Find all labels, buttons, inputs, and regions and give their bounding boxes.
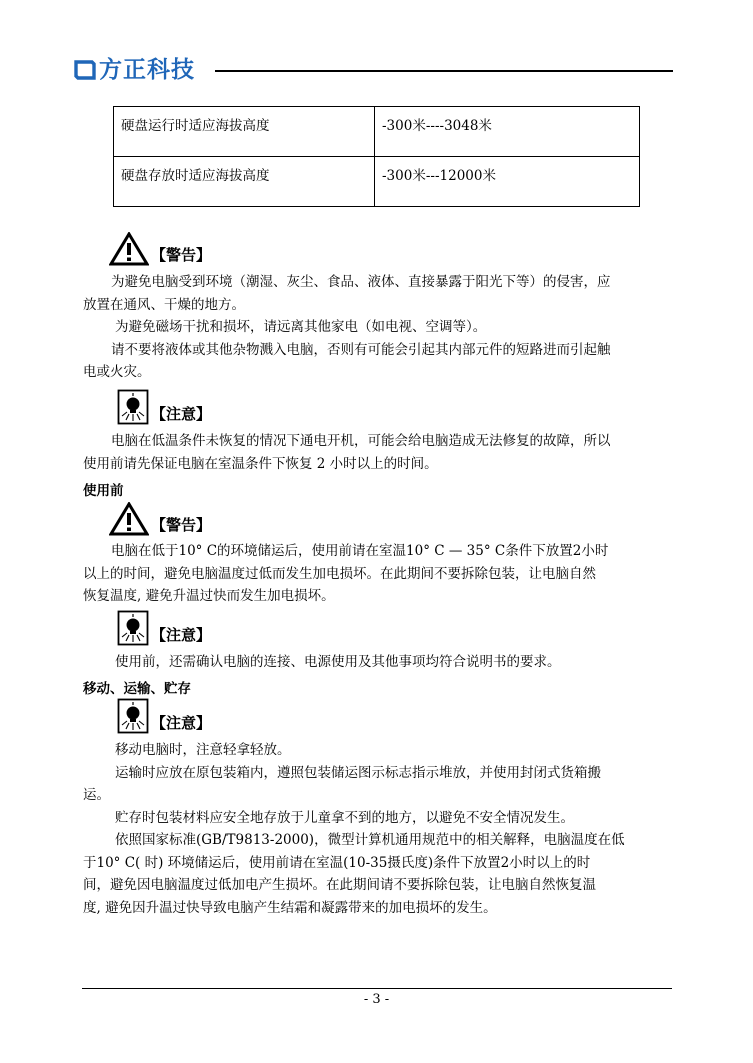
paragraph-line: 使用前请先保证电脑在室温条件下恢复 2 小时以上的时间。 [83, 455, 438, 472]
paragraph-line: 电脑在低温条件未恢复的情况下通电开机，可能会给电脑造成无法修复的故障，所以 [111, 433, 611, 449]
notice-text [83, 430, 673, 475]
paragraph-line: 电脑在低于10° C的环境储运后，使用前请在室温10° C — 35° C条件下放置2小时 [111, 543, 609, 559]
section-title-before-use: 使用前 [83, 483, 124, 499]
header-divider [215, 70, 673, 72]
bulb-notice-icon [117, 698, 149, 734]
notice-label: 【注意】 [151, 626, 212, 644]
table-cell-label: 硬盘存放时适应海拔高度 [114, 157, 375, 207]
paragraph-line: 度, 避免因升温过快导致电脑产生结霜和凝露带来的加电损坏的发生。 [83, 899, 497, 916]
paragraph-line: 为避免电脑受到环境（潮湿、灰尘、食品、液体、直接暴露于阳光下等）的侵害，应 [111, 274, 611, 290]
table-cell-value: -300米----3048米 [375, 107, 640, 157]
paragraph-line: 运。 [83, 787, 110, 803]
warning-label: 【警告】 [151, 516, 212, 534]
footer-divider [82, 988, 672, 989]
warning-caption [109, 500, 211, 536]
paragraph-line: 于10° C( 时) 环境储运后，使用前请在室温(10-35摄氏度)条件下放置2小时以上的时 [83, 854, 591, 871]
paragraph-line: 移动电脑时，注意轻拿轻放。 [115, 742, 291, 758]
warning-triangle-icon [109, 232, 149, 266]
warning-text [83, 271, 673, 384]
paragraph-line: 请不要将液体或其他杂物溅入电脑，否则有可能会引起其内部元件的短路进而引起触 [111, 341, 611, 358]
paragraph-line: 恢复温度, 避免升温过快而发生加电损坏。 [83, 588, 335, 604]
notice-label: 【注意】 [151, 714, 212, 732]
paragraph-line: 使用前，还需确认电脑的连接、电源使用及其他事项均符合说明书的要求。 [115, 654, 561, 670]
page-header [73, 52, 673, 88]
warning-label: 【警告】 [151, 246, 212, 264]
paragraph-line: 放置在通风、干燥的地方。 [83, 296, 245, 313]
table-row [114, 107, 640, 157]
founder-logo-icon [73, 58, 97, 82]
table-cell-label: 硬盘运行时适应海拔高度 [114, 107, 375, 157]
paragraph-line: 以上的时间，避免电脑温度过低而发生加电损坏。在此期间不要拆除包装，让电脑自然 [83, 565, 596, 582]
paragraph-line: 间，避免因电脑温度过低加电产生损坏。在此期间请不要拆除包装，让电脑自然恢复温 [83, 877, 596, 893]
altitude-spec-table [113, 106, 640, 207]
warning-text [83, 540, 673, 608]
table-cell-value: -300米---12000米 [375, 157, 640, 207]
notice-caption [117, 698, 211, 734]
page-number: - 3 - [363, 992, 390, 1007]
paragraph-line: 电或火灾。 [83, 364, 151, 380]
table-row [114, 157, 640, 207]
warning-triangle-icon [109, 502, 149, 536]
paragraph-line: 为避免磁场干扰和损坏，请远离其他家电（如电视、空调等）。 [115, 319, 487, 335]
notice-text [83, 651, 673, 674]
brand-logo [73, 52, 195, 88]
notice-text [83, 739, 673, 919]
paragraph-line: 运输时应放在原包装箱内，遵照包装储运图示标志指示堆放，并使用封闭式货箱搬 [115, 764, 601, 781]
bulb-notice-icon [117, 610, 149, 646]
notice-caption [117, 610, 211, 646]
notice-label: 【注意】 [151, 405, 212, 423]
notice-caption [117, 389, 211, 425]
paragraph-line: 贮存时包装材料应安全地存放于儿童拿不到的地方，以避免不安全情况发生。 [115, 809, 574, 826]
section-title-transport: 移动、运输、贮存 [83, 681, 191, 697]
paragraph-line: 依照国家标准(GB/T9813-2000)，微型计算机通用规范中的相关解释，电脑温度在低 [115, 832, 625, 848]
brand-name: 方正科技 [99, 57, 195, 83]
bulb-notice-icon [117, 389, 149, 425]
warning-caption [109, 230, 211, 266]
